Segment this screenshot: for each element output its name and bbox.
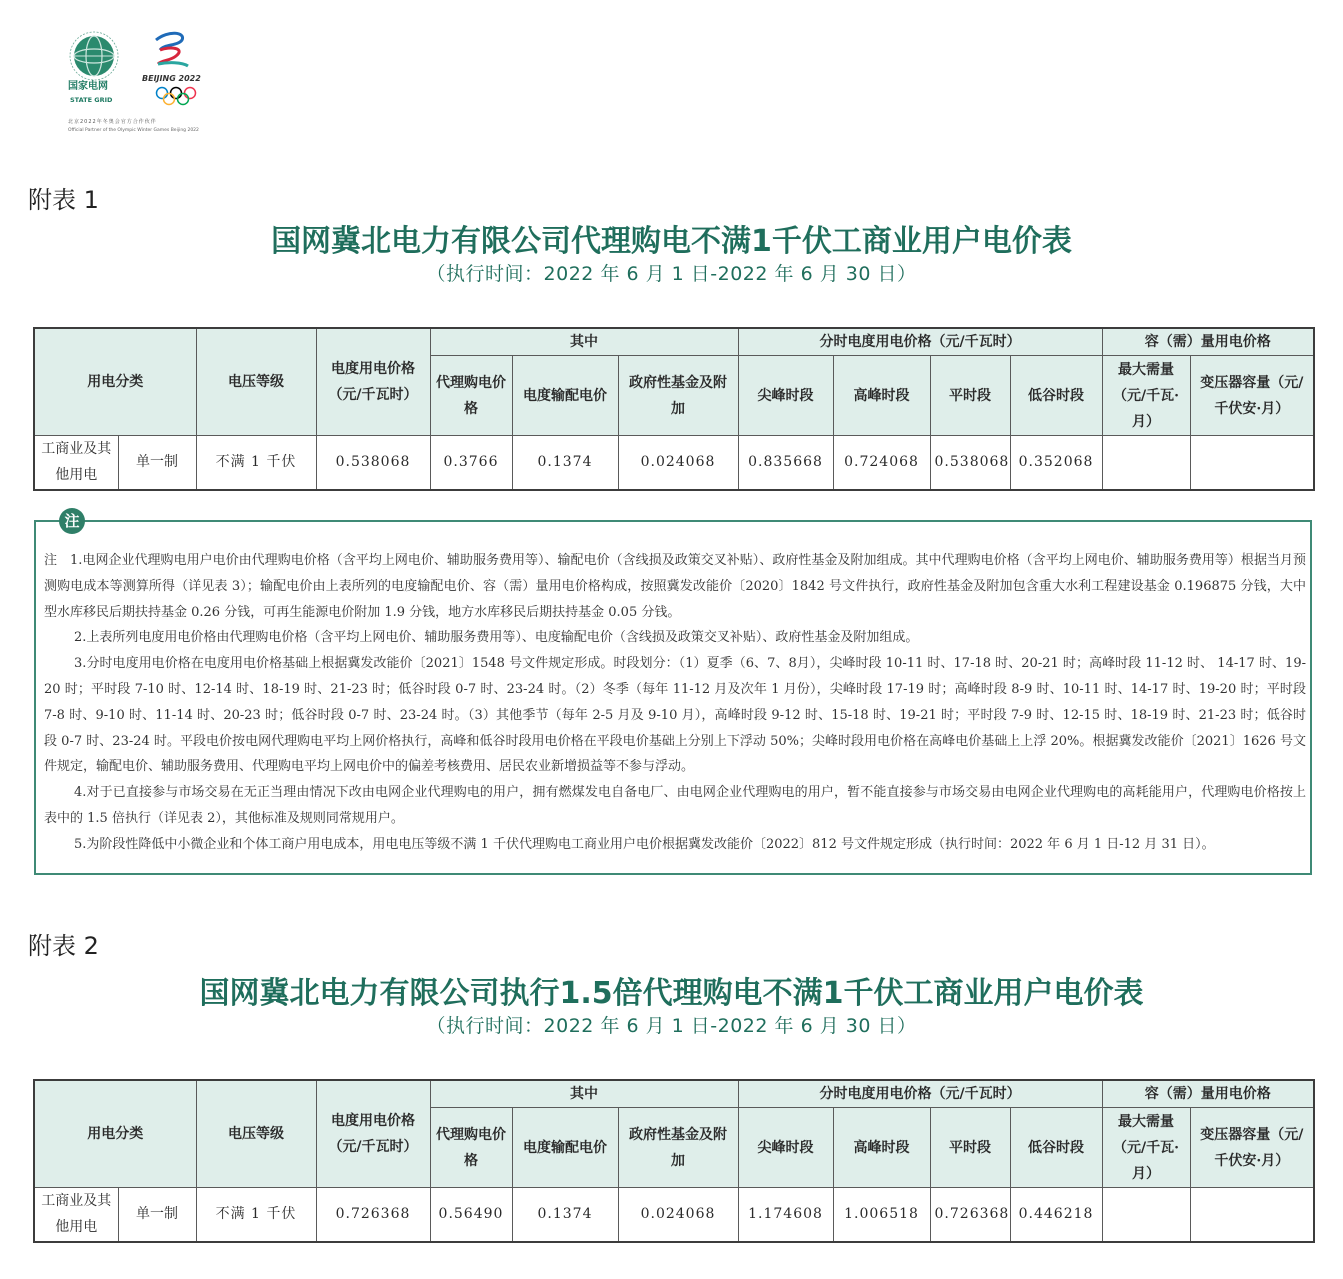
header-of-which: 其中 [430,328,738,356]
header-flat: 平时段 [930,356,1010,436]
notes-badge: 注 [59,508,85,534]
header-valley: 低谷时段 [1010,356,1102,436]
beijing-2022-emblem-icon [146,28,206,78]
note-4: 4.对于已直接参与市场交易在无正当理由情况下改由电网企业代理购电的用户，拥有燃煤发电自备电厂、由电网企业代理购电的用户，暂不能直接参与市场交易由电网企业代理购电的高耗能用户，代理购电价格按上表中的 1.5 倍执行（详见表 2），其他标准及规则同常规用户。 [44,785,1306,826]
header-transmission: 电度输配电价 [512,1108,618,1188]
cell-agency-price: 0.3766 [430,436,512,490]
header-peak: 高峰时段 [833,1108,930,1188]
cell-gov-fund: 0.024068 [618,436,738,490]
annex2-title: 国网冀北电力有限公司执行1.5倍代理购电不满1千伏工商业用户电价表 [199,976,1144,1011]
header-tou-group: 分时电度用电价格（元/千瓦时） [738,1080,1102,1108]
header-gov-fund: 政府性基金及附加 [618,356,738,436]
annex1-price-table [33,327,1315,491]
cell-transmission: 0.1374 [512,1188,618,1242]
cell-flat: 0.726368 [930,1188,1010,1242]
header-transformer: 变压器容量（元/千伏安·月） [1190,1108,1314,1188]
state-grid-name-en: STATE GRID [70,96,113,104]
cell-energy-price: 0.538068 [316,436,430,490]
header-capacity-group: 容（需）量用电价格 [1102,1080,1314,1108]
cell-transformer [1190,1188,1314,1242]
header-of-which: 其中 [430,1080,738,1108]
header-max-demand: 最大需量（元/千瓦·月） [1102,356,1190,436]
partner-text-cn: 北京2022年冬奥会官方合作伙伴 [68,119,157,125]
header-peak-sharp: 尖峰时段 [738,1108,833,1188]
annex2-label: 附表 2 [28,932,99,960]
cell-peak: 0.724068 [833,436,930,490]
cell-category: 工商业及其他用电 [34,1188,118,1242]
header-tou-group: 分时电度用电价格（元/千瓦时） [738,328,1102,356]
cell-valley: 0.352068 [1010,436,1102,490]
annex2-period: （执行时间：2022 年 6 月 1 日-2022 年 6 月 30 日） [426,1015,917,1037]
cell-category: 工商业及其他用电 [34,436,118,490]
header-peak: 高峰时段 [833,356,930,436]
cell-voltage: 不满 1 千伏 [196,1188,316,1242]
annex1-label: 附表 1 [28,186,99,214]
annex1-title: 国网冀北电力有限公司代理购电不满1千伏工商业用户电价表 [271,224,1072,259]
cell-max-demand [1102,436,1190,490]
cell-agency-price: 0.56490 [430,1188,512,1242]
cell-transmission: 0.1374 [512,436,618,490]
header-category: 用电分类 [34,1080,196,1188]
header-voltage: 电压等级 [196,1080,316,1188]
annex1-period: （执行时间：2022 年 6 月 1 日-2022 年 6 月 30 日） [426,263,917,285]
header-agency-price: 代理购电价格 [430,356,512,436]
notes-body [44,548,1306,858]
table-row [34,436,1314,490]
header-max-demand: 最大需量（元/千瓦·月） [1102,1108,1190,1188]
state-grid-globe-icon [66,30,122,86]
cell-peak-sharp: 0.835668 [738,436,833,490]
header-energy-price: 电度用电价格（元/千瓦时） [316,328,430,436]
header-agency-price: 代理购电价格 [430,1108,512,1188]
note-5: 5.为阶段性降低中小微企业和个体工商户用电成本，用电电压等级不满 1 千伏代理购电工商业用户电价根据冀发改能价〔2022〕812 号文件规定形成（执行时间：2022 年 6 月 1 日-12 月 31 日）。 [74,836,1215,852]
cell-voltage: 不满 1 千伏 [196,436,316,490]
header-peak-sharp: 尖峰时段 [738,356,833,436]
cell-peak: 1.006518 [833,1188,930,1242]
header-transformer: 变压器容量（元/千伏安·月） [1190,356,1314,436]
cell-max-demand [1102,1188,1190,1242]
cell-system: 单一制 [118,1188,196,1242]
state-grid-name-cn: 国家电网 [68,81,108,92]
cell-energy-price: 0.726368 [316,1188,430,1242]
cell-peak-sharp: 1.174608 [738,1188,833,1242]
note-3: 3.分时电度用电价格在电度用电价格基础上根据冀发改能价〔2021〕1548 号文件规定形成。时段划分：（1）夏季（6、7、8月），尖峰时段 10-11 时、17-18 时、20-21 时；高峰时段 11-12 时、 14-17 时、19-20 时；平时段 7-10 时、12-14 时、18-19 时、21-23 时；低谷时段 0-7 时、23-24 时。（2）冬季（每年 11-12 月及次年 1 月份），尖峰时段 17-19 时；高峰时段 8-9 时、10-11 时、14-17 时、19-20 时；平时段 7-8 时、9-10 时、11-14 时、20-23 时；低谷时段 0-7 时、23-24 时。（3）其他季节（每年 2-5 月及 9-10 月），高峰时段 9-12 时、15-18 时、19-21 时；平时段 7-9 时、12-15 时、18-19 时、21-23 时；低谷时段 0-7 时、23-24 时。平段电价按电网代理购电平均上网价格执行，高峰和低谷时段用电价格在平段电价基础上分别上下浮动 50%；尖峰时段用电价格在高峰电价基础上上浮 20%。根据冀发改能价〔2021〕1626 号文件规定，输配电价、辅助服务费用、代理购电平均上网电价中的偏差考核费用、居民农业新增损益等不参与浮动。 [44,656,1306,775]
cell-gov-fund: 0.024068 [618,1188,738,1242]
header-flat: 平时段 [930,1108,1010,1188]
cell-valley: 0.446218 [1010,1188,1102,1242]
annex2-price-table [33,1079,1315,1243]
header-transmission: 电度输配电价 [512,356,618,436]
cell-system: 单一制 [118,436,196,490]
header-voltage: 电压等级 [196,328,316,436]
table-row [34,1188,1314,1242]
header-energy-price: 电度用电价格（元/千瓦时） [316,1080,430,1188]
note-2: 2.上表所列电度用电价格由代理购电价格（含平均上网电价、辅助服务费用等）、电度输配电价（含线损及政策交叉补贴）、政府性基金及附加组成。 [74,630,919,646]
header-gov-fund: 政府性基金及附加 [618,1108,738,1188]
header-valley: 低谷时段 [1010,1108,1102,1188]
partner-text-en: Official Partner of the Olympic Winter Games Beijing 2022 [68,128,199,133]
olympic-rings-icon [154,86,198,106]
header-capacity-group: 容（需）量用电价格 [1102,328,1314,356]
header-logos [60,26,220,138]
cell-flat: 0.538068 [930,436,1010,490]
note-1: 注 1.电网企业代理购电用户电价由代理购电价格（含平均上网电价、辅助服务费用等）、输配电价（含线损及政策交叉补贴）、政府性基金及附加组成。其中代理购电价格（含平均上网电价、辅助服务费用等）根据当月预测购电成本等测算所得（详见表 3）；输配电价由上表所列的电度输配电价、容（需）量用电价格构成，按照冀发改能价〔2020〕1842 号文件执行，政府性基金及附加包含重大水利工程建设基金 0.196875 分钱，大中型水库移民后期扶持基金 0.26 分钱，可再生能源电价附加 1.9 分钱，地方水库移民后期扶持基金 0.05 分钱。 [44,553,1306,620]
cell-transformer [1190,436,1314,490]
header-category: 用电分类 [34,328,196,436]
beijing-2022-text: BEIJING 2022 [142,74,201,83]
